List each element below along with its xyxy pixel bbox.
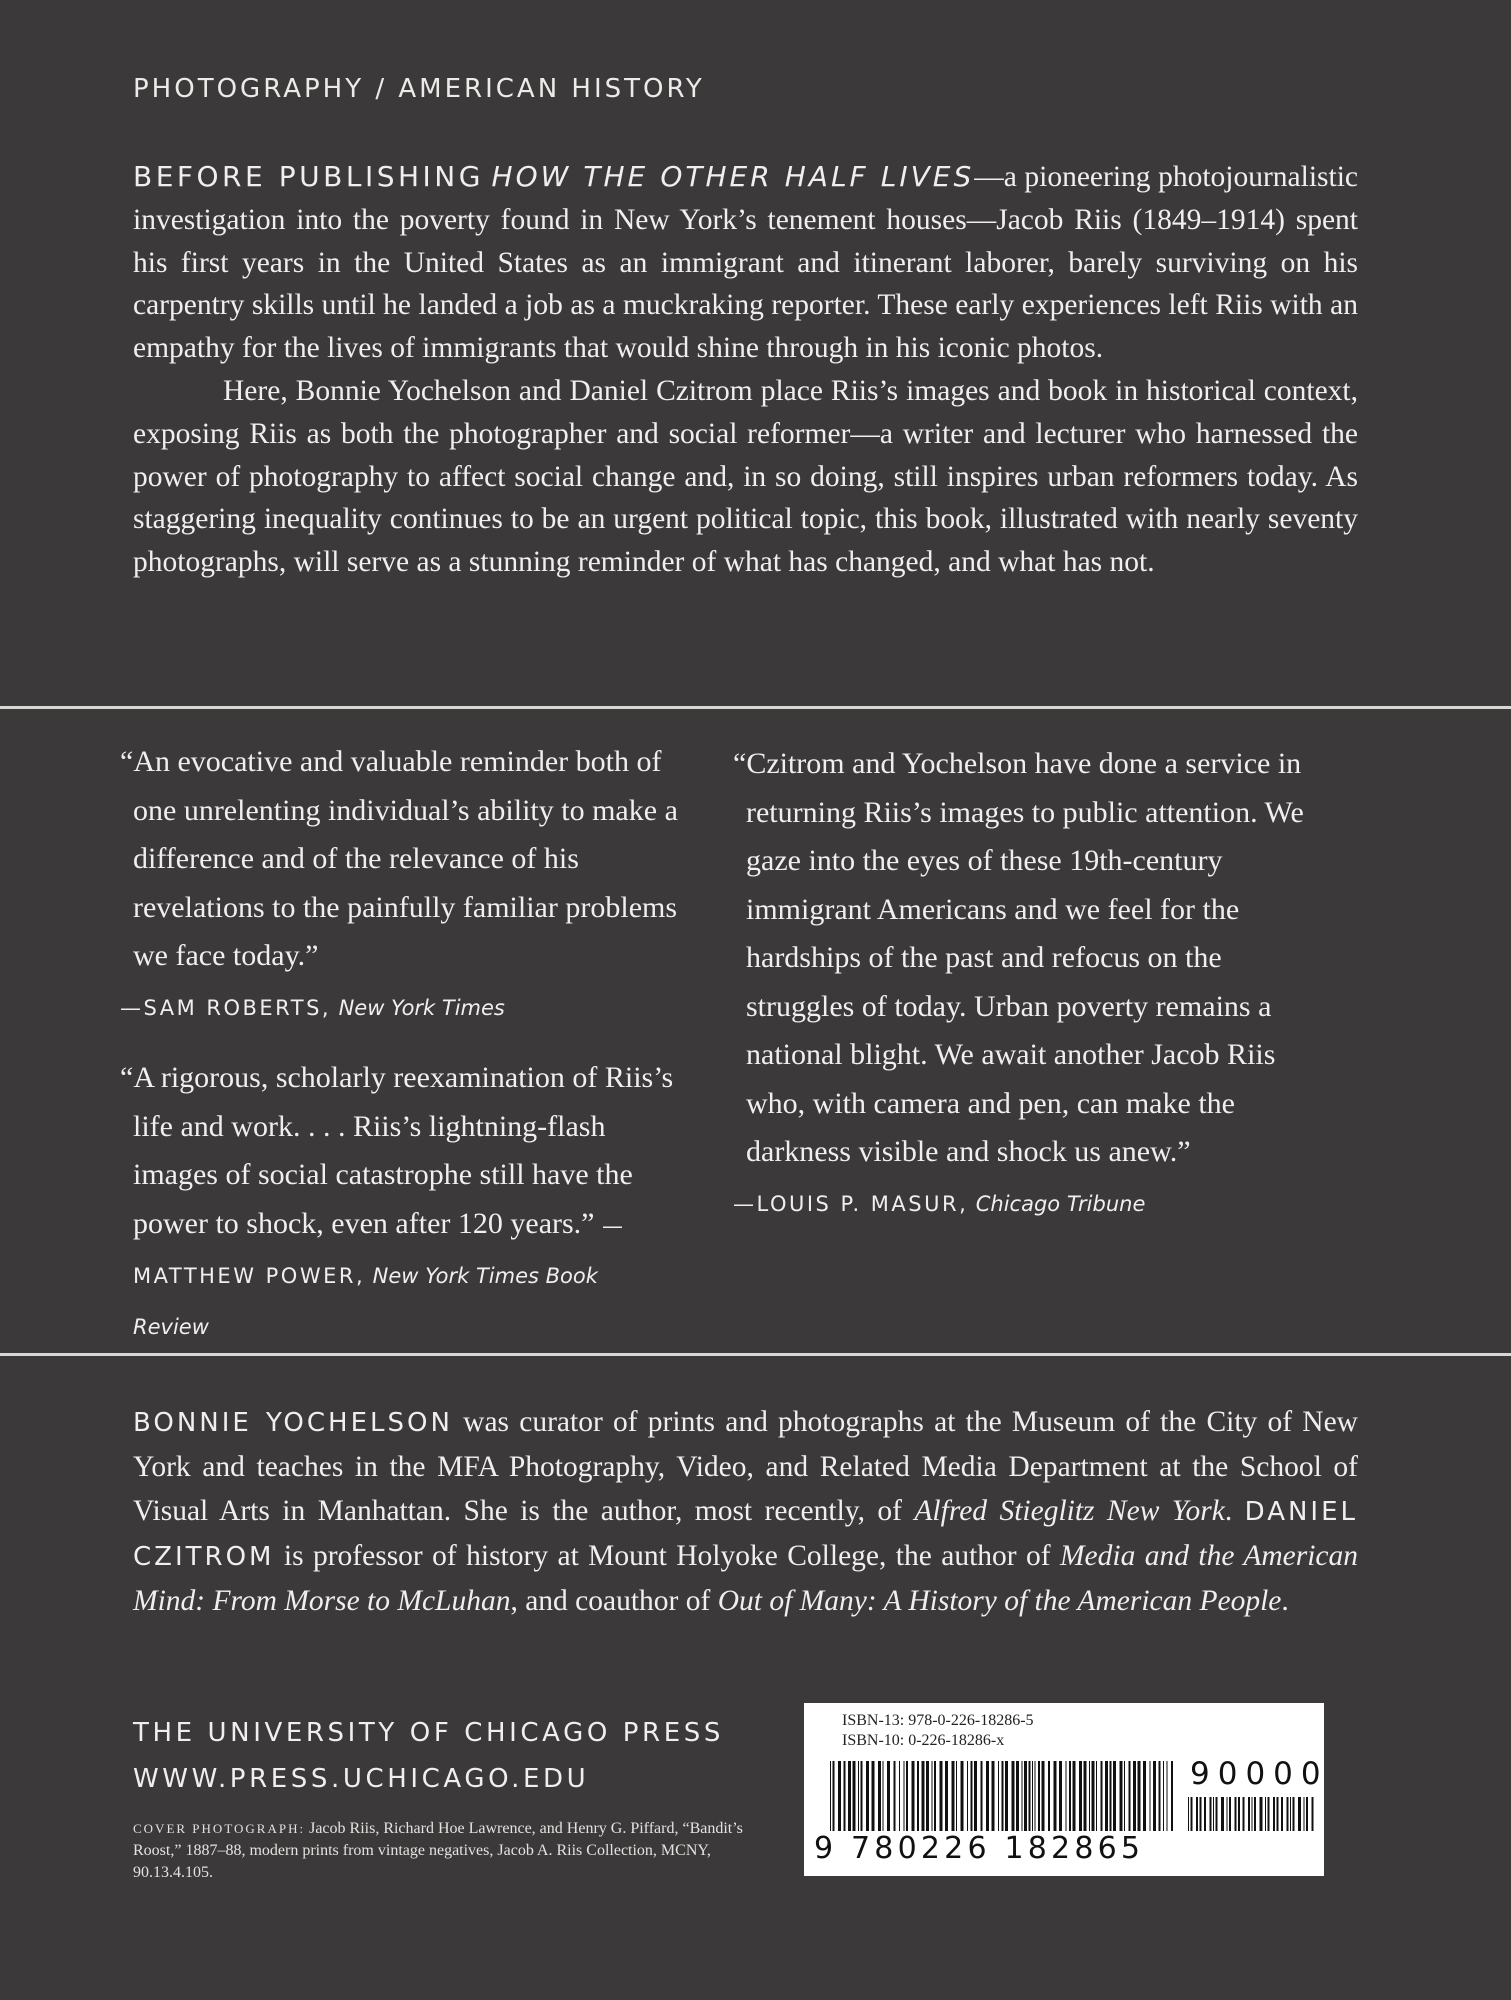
barcode-bar xyxy=(1042,1761,1045,1831)
barcode-bar xyxy=(986,1761,989,1831)
quote-2-source: New York Times Book Review xyxy=(133,1264,598,1339)
barcode-bar xyxy=(1054,1761,1057,1831)
barcode-bar xyxy=(838,1761,841,1831)
barcode-bar xyxy=(1221,1797,1224,1831)
isbn-barcode xyxy=(804,1703,1329,1876)
barcode-bar xyxy=(848,1761,851,1831)
barcode-bar xyxy=(1038,1761,1040,1831)
quote-3-text: “Czitrom and Yochelson have done a service in returning Riis’s images to public attention. We gaze into the eyes of these 19th-century immigrant Americans and we feel for the hardships of the past and refocus on the struggles of today. Urban poverty remains a national blight. We await another Jacob Riis who, with camera and pen, can make the darkness visible and shock us anew.” xyxy=(733,747,1304,1168)
barcode-bar xyxy=(1024,1761,1027,1831)
publisher-name: THE UNIVERSITY OF CHICAGO PRESS xyxy=(133,1718,724,1748)
barcode-bar xyxy=(1312,1797,1314,1831)
author-2-book-1: Media and the American Mind: From Morse to McLuhan xyxy=(133,1540,1359,1617)
barcode-bar xyxy=(926,1761,929,1831)
quote-2-text: “A rigorous, scholarly reexamination of Riis’s life and work. . . . Riis’s lightning-flash images of social catastrophe still have the power to shock, even after 120 years.” xyxy=(120,1061,674,1240)
barcode-bar xyxy=(1281,1797,1283,1831)
isbn-digits: 9 780226 182865 xyxy=(814,1831,1145,1866)
lead-caps: BEFORE PUBLISHING xyxy=(133,160,484,193)
barcode-bar xyxy=(952,1761,955,1831)
barcode-bar xyxy=(940,1761,943,1831)
barcode-bar xyxy=(894,1761,896,1831)
book-description xyxy=(133,156,1358,584)
barcode-bar xyxy=(1150,1761,1151,1831)
barcode-bar xyxy=(1133,1761,1136,1831)
cover-credit-label: COVER PHOTOGRAPH: xyxy=(133,1821,306,1836)
divider-bottom xyxy=(0,1353,1511,1356)
barcode-bar xyxy=(1029,1761,1031,1831)
barcode-bar xyxy=(861,1761,863,1831)
barcode-bar xyxy=(1129,1761,1131,1831)
barcode-bar xyxy=(1167,1761,1168,1831)
lead-title: HOW THE OTHER HALF LIVES xyxy=(491,160,975,193)
barcode-bar xyxy=(912,1761,915,1831)
publisher-url[interactable]: WWW.PRESS.UCHICAGO.EDU xyxy=(133,1764,590,1794)
barcode-bar xyxy=(1048,1761,1050,1831)
barcode-bar xyxy=(1069,1761,1071,1831)
barcode-bar xyxy=(974,1761,977,1831)
barcode-bar xyxy=(1188,1797,1189,1831)
author-1-name: BONNIE YOCHELSON xyxy=(133,1408,453,1438)
price-code: 90000 xyxy=(1190,1756,1329,1792)
quote-2-author: —MATTHEW POWER, xyxy=(133,1213,626,1288)
author-2-bio: is professor of history at Mount Holyoke College, the author of xyxy=(274,1540,1060,1572)
price-barcode-bars xyxy=(1186,1797,1316,1867)
barcode-bar xyxy=(1213,1797,1214,1831)
barcode-bar xyxy=(1159,1761,1161,1831)
quote-2-body xyxy=(120,1054,680,1351)
barcode-bar xyxy=(858,1761,859,1831)
barcode-bar xyxy=(1243,1797,1245,1831)
cover-credit-text: Jacob Riis, Richard Hoe Lawrence, and Henry G. Piffard, “Bandit’s Roost,” 1887–88, modern prints from vintage negatives, Jacob A. Riis Collection, MCNY, 90.13.4.105. xyxy=(133,1820,743,1881)
barcode-bar xyxy=(1079,1761,1082,1831)
barcode-bar xyxy=(1235,1797,1237,1831)
barcode-bar xyxy=(1084,1761,1087,1831)
author-bios xyxy=(133,1400,1358,1623)
barcode-bar xyxy=(1229,1797,1231,1831)
barcode-bar xyxy=(998,1761,999,1831)
divider-top xyxy=(0,706,1511,709)
barcode-bar xyxy=(844,1761,846,1831)
barcode-bar xyxy=(961,1761,964,1831)
barcode-bar xyxy=(1273,1797,1275,1831)
barcode-bar xyxy=(1210,1797,1212,1831)
barcode-bar xyxy=(1153,1761,1156,1831)
barcode-bar xyxy=(1248,1797,1250,1831)
barcode-bar xyxy=(932,1761,933,1831)
description-p1-rest: —a pioneering photojournalistic investigation into the poverty found in New York’s tenement houses—Jacob Riis (1849–1914) spent his first years in the United States as an immigrant and itinerant laborer, barely surviving on his carpentry skills until he landed a job as a muckraking reporter. These early experiences left Riis with an empathy for the lives of immigrants that would shine through in his iconic photos. xyxy=(133,161,1358,365)
cover-photo-credit xyxy=(133,1818,773,1884)
barcode-bar xyxy=(1089,1761,1090,1831)
barcode-bar xyxy=(883,1761,884,1831)
isbn-13: ISBN-13: 978-0-226-18286-5 xyxy=(842,1712,1034,1729)
barcode-bar xyxy=(1298,1797,1301,1831)
barcode-bar xyxy=(956,1761,957,1831)
barcode-bar xyxy=(1238,1797,1240,1831)
barcode-bar xyxy=(917,1761,919,1831)
barcode-bar xyxy=(833,1761,835,1831)
barcode-bar xyxy=(830,1761,831,1831)
category-label: PHOTOGRAPHY / AMERICAN HISTORY xyxy=(133,74,705,104)
barcode-bar xyxy=(1012,1761,1015,1831)
barcode-bar xyxy=(1287,1797,1289,1831)
barcode-bar xyxy=(1260,1797,1263,1831)
author-2-name: DANIEL CZITROM xyxy=(133,1497,1359,1572)
barcode-bar xyxy=(1022,1761,1023,1831)
barcode-bar xyxy=(1032,1761,1033,1831)
barcode-bar xyxy=(1105,1761,1108,1831)
barcode-bar xyxy=(992,1761,995,1831)
review-quote-3 xyxy=(733,740,1323,1227)
barcode-bar xyxy=(1016,1761,1019,1831)
barcode-bar xyxy=(1200,1797,1202,1831)
barcode-bar xyxy=(1073,1761,1076,1831)
barcode-bar xyxy=(1120,1761,1123,1831)
barcode-bar xyxy=(906,1761,908,1831)
barcode-bar xyxy=(1306,1797,1308,1831)
barcode-bar xyxy=(1204,1797,1206,1831)
description-paragraph-1 xyxy=(133,156,1358,370)
barcode-bar xyxy=(1110,1761,1112,1831)
barcode-bar xyxy=(1191,1797,1193,1831)
barcode-bar xyxy=(1268,1797,1270,1831)
barcode-bar xyxy=(853,1761,856,1831)
barcode-bar xyxy=(1138,1761,1141,1831)
barcode-bar xyxy=(1290,1797,1291,1831)
barcode-bar xyxy=(1196,1797,1198,1831)
quote-1-text: “An evocative and valuable reminder both of one unrelenting individual’s ability to make a difference and of the relevance of his revelations to the painfully familiar problems we face today.” xyxy=(120,745,678,972)
barcode-bar xyxy=(1227,1797,1228,1831)
barcode-bar xyxy=(1163,1761,1164,1831)
barcode-bar xyxy=(971,1761,973,1831)
barcode-bar xyxy=(887,1761,890,1831)
quote-1-attribution xyxy=(120,983,700,1031)
barcode-bar xyxy=(1293,1797,1295,1831)
barcode-bar xyxy=(1059,1761,1062,1831)
barcode-bar xyxy=(1035,1761,1036,1831)
quote-1-source: New York Times xyxy=(338,995,505,1020)
author-1-book: Alfred Stieglitz New York xyxy=(914,1495,1225,1527)
quote-3-attribution xyxy=(733,1179,1323,1227)
barcode-bar xyxy=(1101,1761,1103,1831)
review-quote-2 xyxy=(120,1054,680,1351)
author-1-bio: was curator of prints and photographs at the Museum of the City of New York and teaches in the MFA Photography, Video, and Related Media Department at the School of Visual Arts in Manhattan. She is the author, most recently, of xyxy=(133,1406,1358,1527)
barcode-bar xyxy=(1096,1761,1097,1831)
review-quote-1 xyxy=(120,738,700,1031)
barcode-bar xyxy=(1216,1797,1218,1831)
barcode-bar xyxy=(922,1761,925,1831)
barcode-bar xyxy=(866,1761,869,1831)
barcode-bar xyxy=(899,1761,900,1831)
main-barcode-bars xyxy=(828,1761,1178,1831)
quote-1-author: —SAM ROBERTS, xyxy=(120,995,332,1020)
barcode-bar xyxy=(945,1761,948,1831)
author-2-bio-end: . xyxy=(1281,1585,1289,1617)
description-paragraph-2: Here, Bonnie Yochelson and Daniel Czitrom place Riis’s images and book in historical context, exposing Riis as both the photographer and social reformer—a writer and lecturer who harnessed the power of photography to affect social change and, in so doing, still inspires urban reformers today. As staggering inequality continues to be an urgent political topic, this book, illustrated with nearly seventy photographs, will serve as a stunning reminder of what has changed, and what has not. xyxy=(133,374,1358,579)
author-2-book-2: Out of Many: A History of the American People xyxy=(717,1585,1282,1617)
barcode-bar xyxy=(934,1761,936,1831)
author-2-bio-mid: , and coauthor of xyxy=(510,1585,718,1617)
barcode-bar xyxy=(1113,1761,1116,1831)
barcode-bar xyxy=(872,1761,875,1831)
barcode-bar xyxy=(1143,1761,1146,1831)
barcode-bar xyxy=(1005,1761,1008,1831)
barcode-bar xyxy=(1254,1797,1256,1831)
barcode-bar xyxy=(1265,1797,1266,1831)
barcode-bar xyxy=(1124,1761,1125,1831)
barcode-bar xyxy=(1304,1797,1305,1831)
quote-3-author: —LOUIS P. MASUR, xyxy=(733,1191,969,1216)
barcode-bar xyxy=(981,1761,983,1831)
barcode-bar xyxy=(1066,1761,1067,1831)
barcode-bar xyxy=(1171,1761,1173,1831)
barcode-bar xyxy=(1252,1797,1253,1831)
barcode-bar xyxy=(1002,1761,1004,1831)
isbn-10: ISBN-10: 0-226-18286-x xyxy=(842,1732,1005,1749)
barcode-bar xyxy=(1277,1797,1279,1831)
quote-3-source: Chicago Tribune xyxy=(975,1191,1146,1216)
barcode-bar xyxy=(878,1761,881,1831)
author-1-bio-end: . xyxy=(1224,1495,1245,1527)
barcode-bar xyxy=(967,1761,968,1831)
barcode-bar xyxy=(904,1761,905,1831)
barcode-bar xyxy=(1092,1761,1095,1831)
